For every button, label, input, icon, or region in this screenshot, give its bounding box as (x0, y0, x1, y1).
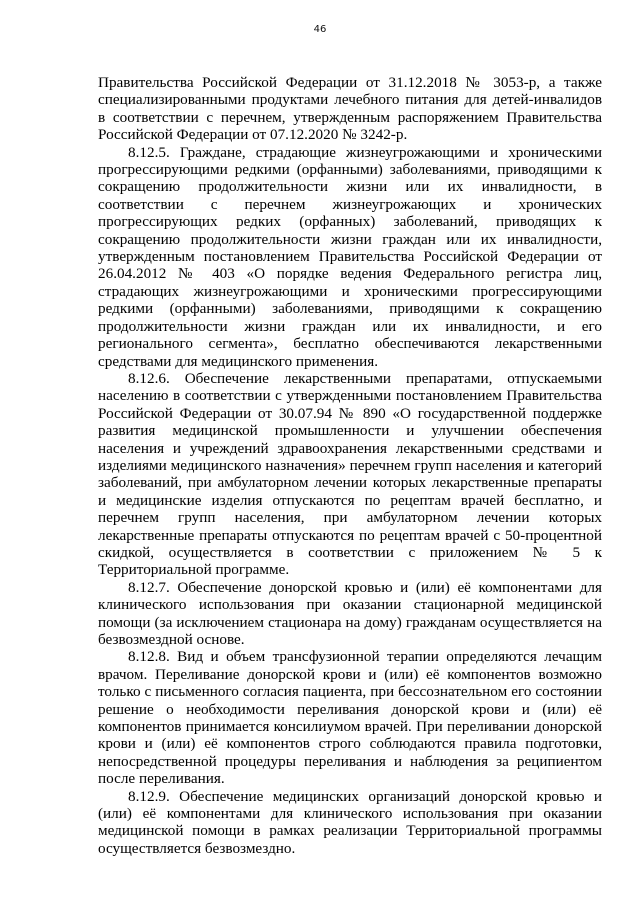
paragraph-8-12-6: 8.12.6. Обеспечение лекарственными препаратами, отпускаемыми населению в соответствии с утвержденными постановлением Правительства Российской Федерации от 30.07.94 № 890 «О государственной поддержке развития медицинской промышленности и улучшении обеспечения населения и учреждений здравоохранения лекарственными средствами и изделиями медицинского назначения» перечнем групп населения и категорий заболеваний, при амбулаторном лечении которых лекарственные препараты и медицинские изделия отпускаются по рецептам врачей бесплатно, и перечнем групп населения, при амбулаторном лечении которых лекарственные препараты отпускаются по рецептам врачей с 50-процентной скидкой, осуществляется в соответствии с приложением № 5 к Территориальной программе. (98, 369, 602, 579)
paragraph-8-12-8: 8.12.8. Вид и объем трансфузионной терапии определяются лечащим врачом. Переливание донорской крови и (или) её компонентов возможно только с письменного согласия пациента, при бессознательном его состоянии решение о необходимости переливания донорской крови и (или) её компонентов принимается консилиумом врачей. При переливании донорской крови и (или) её компонентов строго соблюдаются правила подготовки, непосредственной процедуры переливания и наблюдения за реципиентом после переливания. (98, 648, 602, 788)
paragraph-8-12-9: 8.12.9. Обеспечение медицинских организаций донорской кровью и (или) её компонентами для клинического использования при оказании медицинской помощи в рамках реализации Территориальной программы осуществляется безвозмездно. (98, 787, 602, 857)
document-body (98, 74, 602, 857)
paragraph-8-12-5: 8.12.5. Граждане, страдающие жизнеугрожающими и хроническими прогрессирующими редкими (орфанными) заболеваниями, приводящими к сокращению продолжительности жизни или их инвалидности, в соответствии с перечнем жизнеугрожающих и хронических прогрессирующих редких (орфанных) заболеваний, приводящих к сокращению продолжительности жизни граждан или их инвалидности, утвержденным постановлением Правительства Российской Федерации от 26.04.2012 № 403 «О порядке ведения Федерального регистра лиц, страдающих жизнеугрожающими и хроническими прогрессирующими редкими (орфанными) заболеваниями, приводящими к сокращению продолжительности жизни граждан или их инвалидности, и его регионального сегмента», бесплатно обеспечиваются лекарственными средствами для медицинского применения. (98, 143, 602, 370)
paragraph-8-12-7: 8.12.7. Обеспечение донорской кровью и (или) её компонентами для клинического использования при оказании стационарной медицинской помощи (за исключением стационара на дому) гражданам осуществляется на безвозмездной основе. (98, 578, 602, 648)
paragraph-continuation: Правительства Российской Федерации от 31.12.2018 № 3053-р, а также специализированными продуктами лечебного питания для детей-инвалидов в соответствии с перечнем, утвержденным распоряжением Правительства Российской Федерации от 07.12.2020 № 3242-р. (98, 74, 602, 144)
page-number: 46 (313, 24, 327, 35)
